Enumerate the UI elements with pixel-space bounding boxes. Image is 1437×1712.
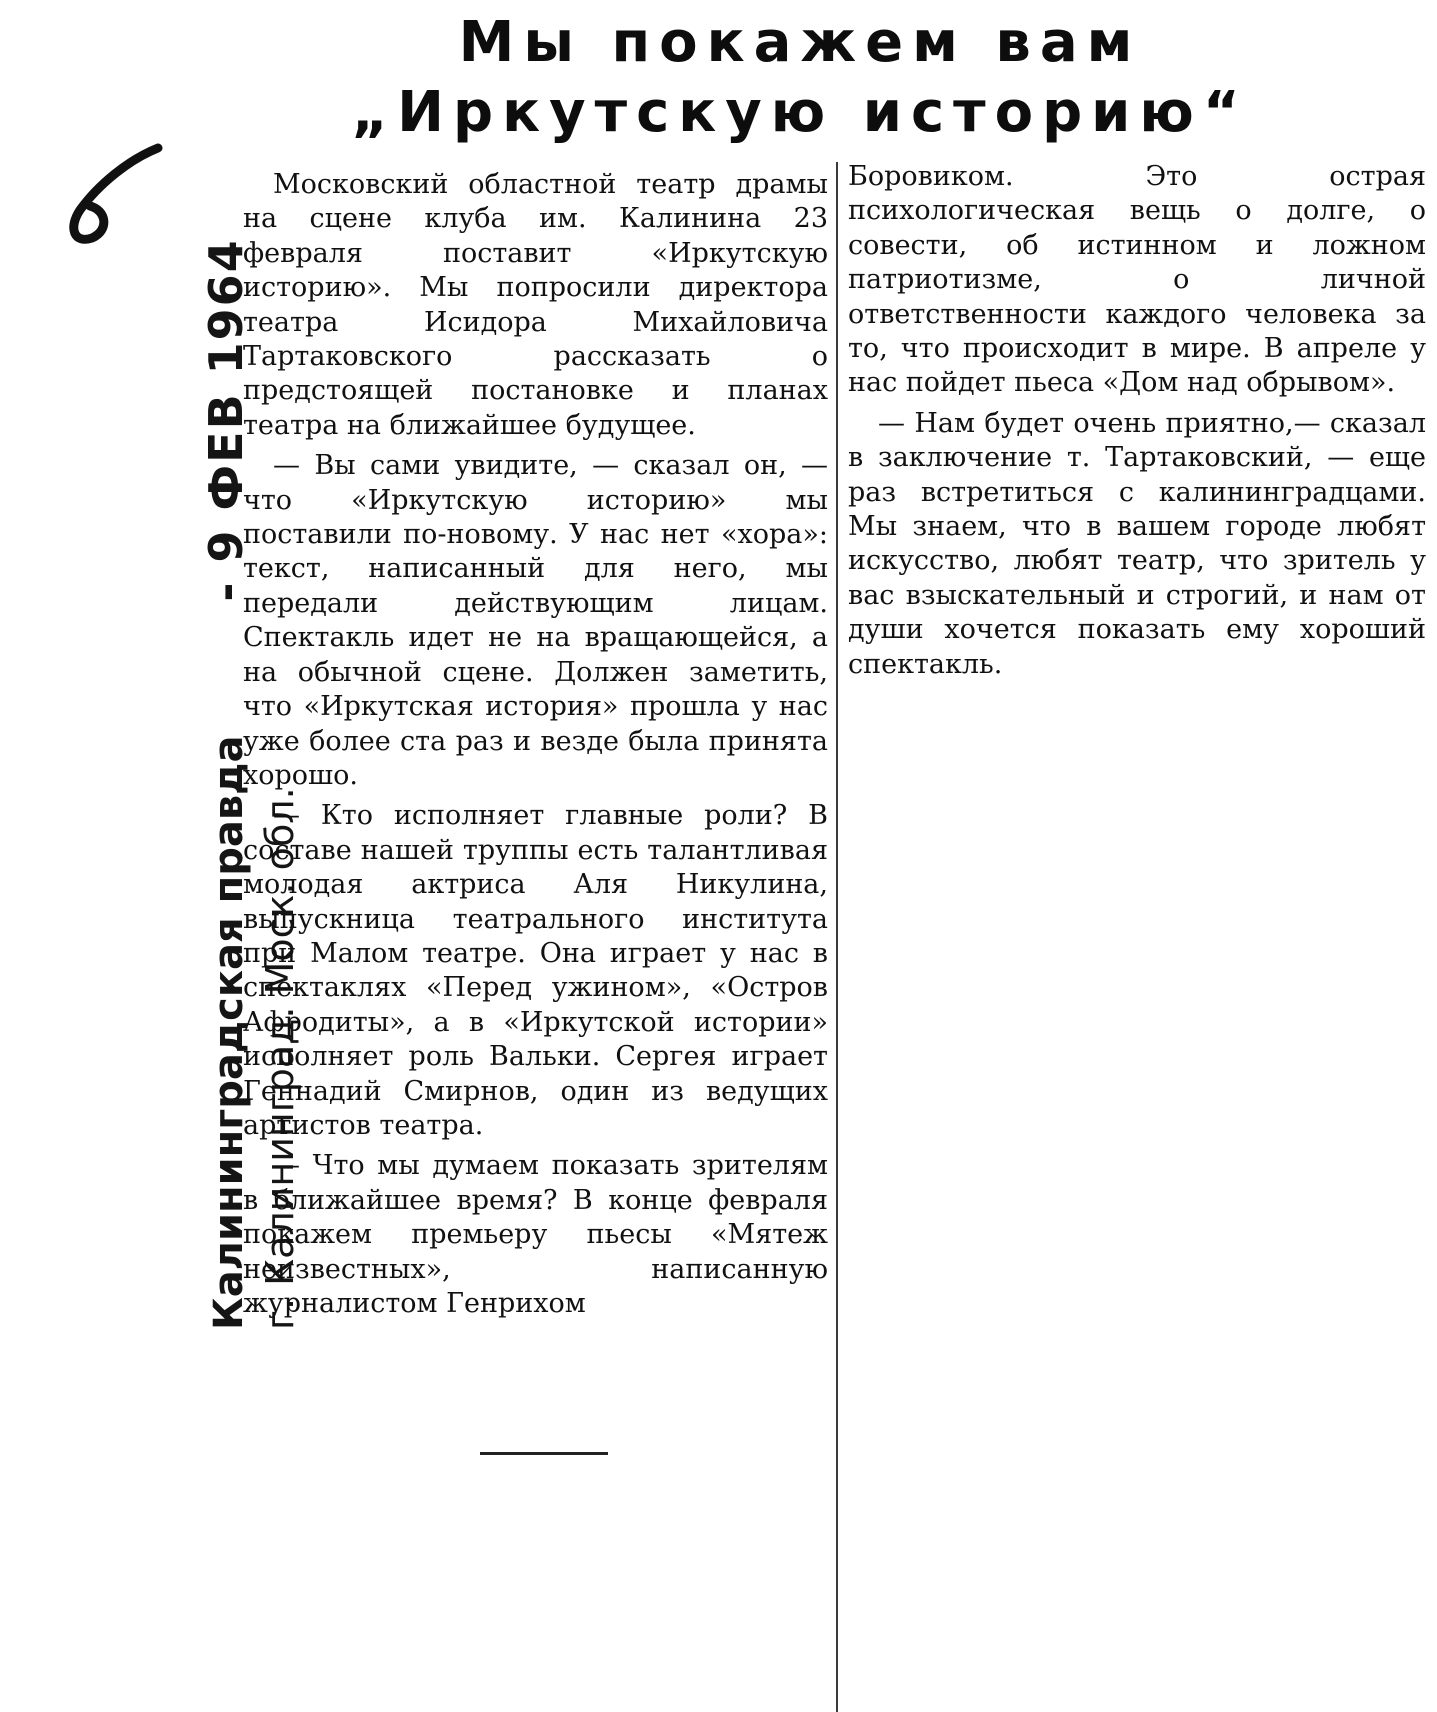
article-end-rule (480, 1452, 608, 1455)
article-right-column (848, 160, 1426, 688)
stamp-paper-name: Калининградская правда (206, 735, 252, 1330)
paragraph: — Вы сами увидите, — сказал он, — что «Иркутскую историю» мы поставили по-новому. У нас нет «хора»: текст, написанный для него, мы передали действующим лицам. Спектакль идет не на вращающейся, а на обычной сцене. Должен заметить, что «Иркутская история» прошла у нас уже более ста раз и везде была принята хорошо. (243, 450, 828, 791)
paragraph: — Кто исполняет главные роли? В составе нашей труппы есть талантливая молодая актриса Аля Никулина, выпускница театрального института при Малом театре. Она играет у нас в спектаклях «Перед ужином», «Остров Афродиты», а в «Иркутской истории» исполняет роль Вальки. Сергея играет Геннадий Смирнов, один из ведущих артистов театра. (243, 800, 828, 1141)
paragraph: — Нам будет очень приятно,— сказал в заключение т. Тартаковский, — еще раз встретиться с калининградцами. Мы знаем, что в вашем городе любят искусство, любят театр, что зритель у вас взыскательный и строгий, и нам от души хочется показать ему хороший спектакль. (848, 407, 1426, 680)
column-divider (836, 162, 838, 1712)
article-left-column (243, 168, 828, 1327)
handwritten-check-mark-icon (58, 140, 168, 250)
headline-line-2: „Иркутскую историю“ (351, 80, 1249, 145)
paragraph: — Что мы думаем показать зрителям в ближайшее время? В конце февраля покажем премьеру пьесы «Мятеж неизвестных», написанную журналистом Генрихом (243, 1150, 828, 1319)
stamp-place: г. Калининград. Моск. обл. (258, 787, 302, 1330)
stamp-date: - 9 ФЕВ 1964 (199, 238, 253, 602)
headline (300, 8, 1300, 148)
paragraph: Боровиком. Это острая психологическая вещь о долге, о совести, об истинном и ложном патриотизме, о личной ответственности каждого человека за то, что происходит в мире. В апреле у нас пойдет пьеса «Дом над обрывом». (848, 161, 1426, 399)
headline-line-1: Мы покажем вам (458, 10, 1142, 75)
paragraph: Московский областной театр драмы на сцене клуба им. Калинина 23 февраля поставит «Иркутскую историю». Мы попросили директора театра Исидора Михайловича Тартаковского рассказать о предстоящей постановке и планах театра на ближайшее будущее. (243, 169, 828, 441)
